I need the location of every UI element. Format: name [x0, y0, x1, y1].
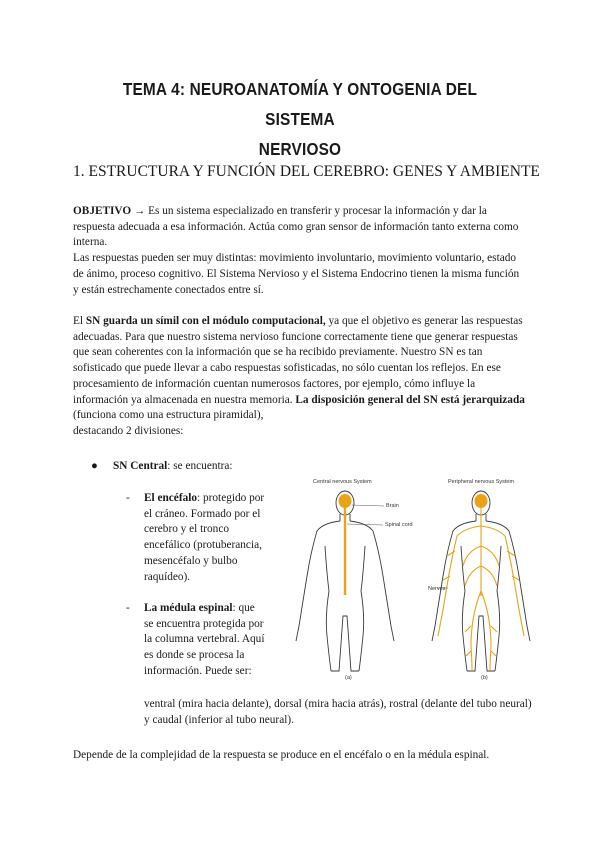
- bullet-text: : se encuentra:: [167, 460, 233, 472]
- p2-text-1: El: [73, 315, 86, 327]
- arrow: →: [131, 205, 149, 217]
- page-title: [89, 74, 511, 164]
- caption-b: (b): [481, 675, 488, 681]
- nerves-label: Nerves: [428, 586, 446, 592]
- spinal-cord-label: Spinal cord: [385, 522, 413, 528]
- cns-highlight: [339, 494, 352, 595]
- caption-a: (a): [345, 675, 352, 681]
- sub2-text: : que se encuentra protegida por la columna vertebral. Aquí es donde se procesa la información. Puede ser:: [144, 602, 265, 677]
- brain-shape: [339, 494, 352, 508]
- sub1-bold: El encéfalo: [144, 492, 198, 504]
- pns-brain-shape: [475, 494, 488, 508]
- bullet-bold: SN Central: [113, 460, 168, 472]
- sub2-continuation: ventral (mira hacia delante), dorsal (mira hacia atrás), rostral (delante del tubo neural) y caudal (inferior al tubo neural).: [144, 698, 532, 726]
- section-heading: 1. ESTRUCTURA Y FUNCIÓN DEL CEREBRO: GENES Y AMBIENTE: [73, 163, 540, 180]
- paragraph-sn: [73, 314, 525, 440]
- nervous-system-figure: [285, 476, 533, 682]
- paragraph-objetivo: [73, 204, 525, 298]
- objetivo-text: Es un sistema especializado en transferir y procesar la información y dar la respuesta adecuada a esa información. Actúa como gran sensor de información tanto externa como interna.: [73, 205, 519, 249]
- respuestas-text: Las respuestas pueden ser muy distintas: movimiento involuntario, movimiento voluntario, estado de ánimo, proceso cognitivo. El Sistema Nervioso y el Sistema Endocrino tienen la misma función y están estrechamente conectados entre sí.: [73, 252, 520, 296]
- pns-nerves: [438, 508, 524, 671]
- cns-label-lines: [347, 505, 384, 525]
- paragraph-conclusion: Depende de la complejidad de la respuesta se produce en el encéfalo o en la médula espinal.: [73, 749, 490, 761]
- p2-text-4: destacando 2 divisiones:: [73, 424, 184, 437]
- bullet-icon: ●: [91, 460, 98, 472]
- p2-text-3: (funciona como una estructura piramidal),: [73, 409, 264, 422]
- title-line-2: NERVIOSO: [258, 139, 342, 159]
- p2-bold-2: La disposición general del SN está jerarquizada: [295, 393, 525, 406]
- cns-title: Central nervous System: [313, 479, 372, 485]
- dash-icon: -: [126, 492, 130, 504]
- sub1-text: : protegido por el cráneo. Formado por el cerebro y el tronco encefálico (protuberancia, mesencéfalo y bulbo raquídeo).: [144, 492, 265, 583]
- bullet-sn-central: [91, 459, 233, 475]
- objetivo-label: OBJETIVO: [73, 205, 132, 217]
- pns-title: Peripheral nervous System: [448, 479, 515, 485]
- title-line-1: TEMA 4: NEUROANATOMÍA Y ONTOGENIA DEL SISTEMA: [122, 79, 478, 129]
- p2-bold-1: SN guarda un símil con el módulo computacional,: [85, 315, 326, 327]
- pns-highlight: [475, 494, 488, 508]
- sub2-bold: La médula espinal: [144, 602, 233, 614]
- body-diagram: [285, 476, 533, 682]
- spinal-cord-shape: [344, 507, 346, 595]
- brain-label: Brain: [386, 503, 399, 509]
- p2-text-2: ya que el objetivo es generar las respuestas adecuadas. Para que nuestro sistema nervioso funcione correctamente tiene que generar respuestas que sean coherentes con la información que se ha recibido previamente. Nuestro SN es tan sofisticado que puede llevar a cabo respuestas sofisticadas, no sólo cuentan los reflejos. En ese procesamiento de información cuentan numerosos factores, por ejemplo, cómo influye la información ya almacenada en nuestra memoria.: [73, 315, 523, 406]
- dash-icon: -: [126, 602, 130, 614]
